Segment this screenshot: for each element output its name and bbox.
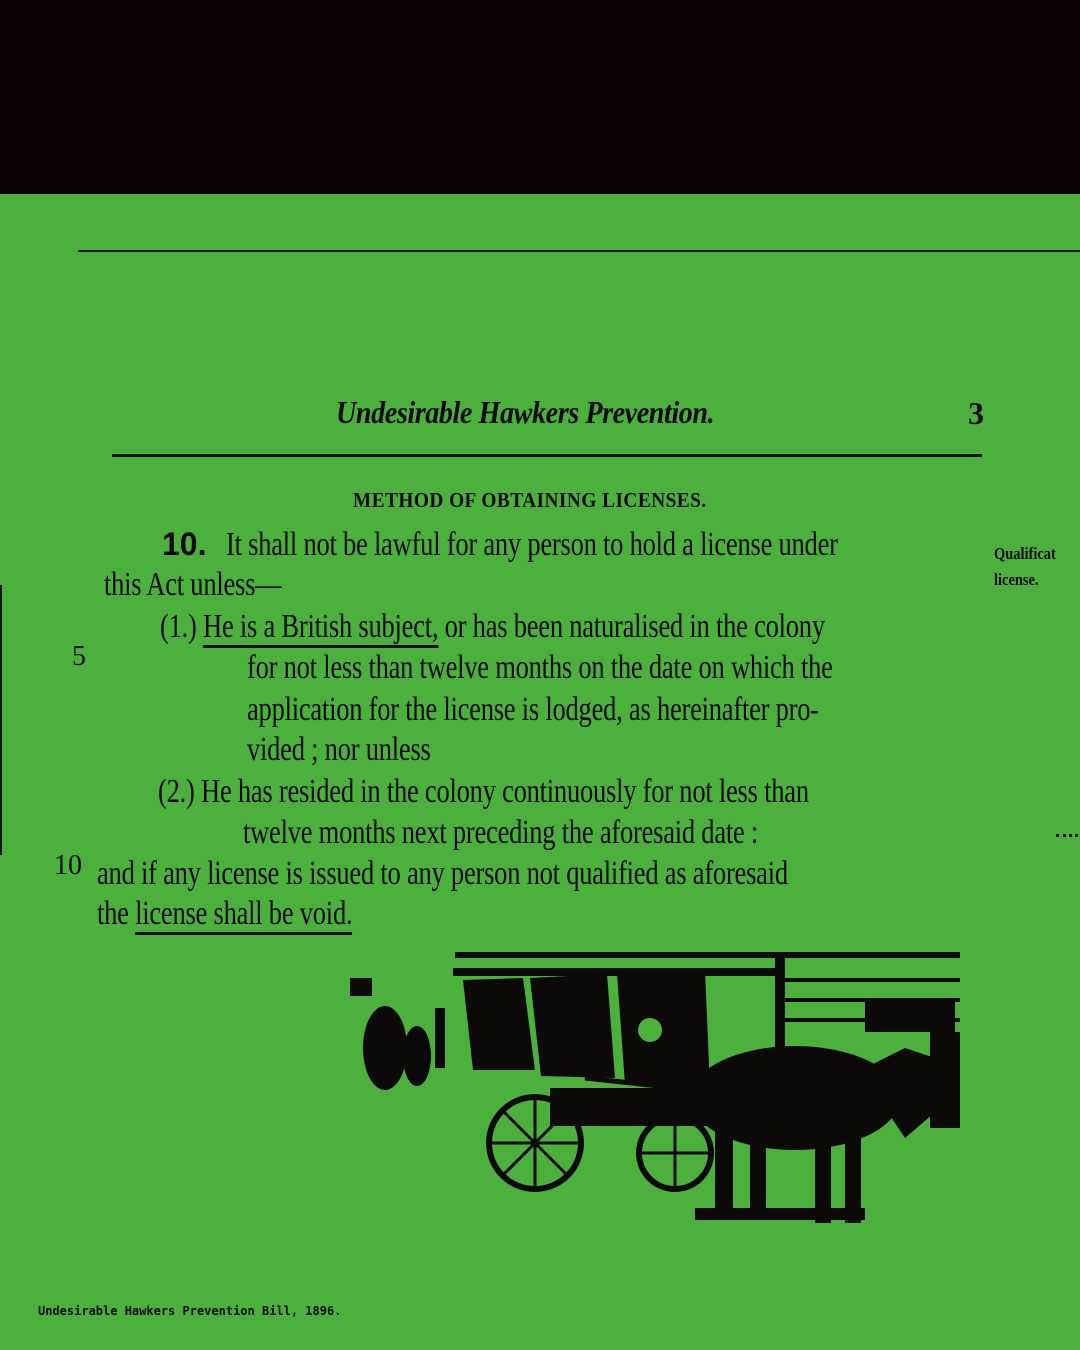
line-number-10: 10 — [54, 850, 82, 881]
line-number-5: 5 — [72, 641, 86, 672]
subclause-2-text: He has resided in the colony continuously for not less than — [201, 773, 809, 810]
margin-note-license: license. — [994, 570, 1039, 589]
subclause-1-line-4: vided ; nor unless — [247, 731, 431, 768]
section-title: METHOD OF OBTAINING LICENSES. — [353, 488, 707, 512]
top-black-band — [0, 0, 1080, 194]
horse — [690, 1046, 940, 1223]
clause-line-2: this Act unless— — [104, 566, 282, 603]
subclause-2-number: (2.) — [158, 773, 195, 810]
top-rule — [78, 250, 1080, 252]
subclause-1-line-2: for not less than twelve months on the date on which the — [247, 649, 833, 686]
subclause-1-text: or has been naturalised in the colony — [438, 608, 825, 645]
clause-number: 10. — [162, 526, 207, 562]
bystanders — [350, 978, 445, 1090]
subclause-1-number: (1.) — [160, 608, 197, 645]
subclause-2-line-1 — [158, 775, 809, 809]
page-number: 3 — [968, 395, 984, 431]
image-caption: Undesirable Hawkers Prevention Bill, 1896. — [38, 1304, 342, 1318]
underlined-license-void: license shall be void. — [135, 895, 352, 935]
horse-cart-photograph — [345, 938, 970, 1238]
underlined-british-subject: He is a British subject, — [203, 608, 438, 648]
running-head: Undesirable Hawkers Prevention. — [336, 394, 715, 430]
left-edge-line — [0, 585, 2, 855]
margin-note-qualification: Qualificat — [994, 544, 1056, 563]
edge-dash-mark — [1056, 834, 1078, 840]
clause-line-1: It shall not be lawful for any person to hold a license under — [226, 526, 838, 563]
proviso-line-2: the license shall be void. — [97, 897, 352, 931]
proviso-line-1: and if any license is issued to any person not qualified as aforesaid — [97, 855, 788, 892]
header-rule — [112, 454, 982, 457]
subclause-2-line-2: twelve months next preceding the aforesaid date : — [243, 814, 759, 851]
subclause-1-line-1 — [160, 610, 825, 644]
subclause-1-line-3: application for the license is lodged, as hereinafter pro- — [247, 691, 819, 728]
